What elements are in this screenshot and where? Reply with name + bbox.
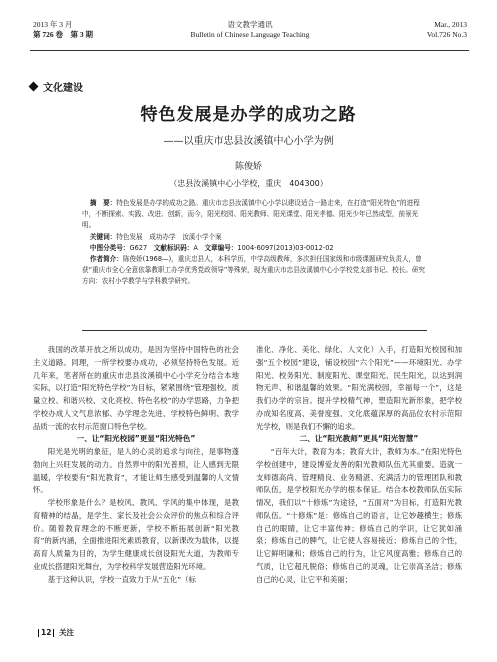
- body-column-left: [33, 344, 239, 586]
- footer-bar: [38, 629, 39, 637]
- abstract-block: [82, 198, 427, 288]
- body-paragraph: 学校形象是什么？是校风、教风、学风的集中体现，是教育精神的结晶，是学生、家长及社会公众评价的焦点和综合评价。随着教育理念的不断更新，学校不断拓展创新“阳光教育”的新内涵，全面推进阳光素质教育，以新课改为载体，以提高育人质量为目的，为学生健康成长创设阳光大道，为教师专业成长搭建阳光舞台，为学校科学发展营造阳光环境。: [33, 498, 239, 571]
- header-divider: [30, 50, 469, 51]
- page-number: 12: [41, 628, 52, 637]
- doc-code-label: 文献标识码：: [153, 243, 194, 252]
- keywords-label: 关键词：: [89, 232, 117, 241]
- author-info-label: 作者简介：: [89, 255, 123, 264]
- section-label-text: 文化建设: [43, 83, 83, 94]
- author-info-line: [82, 254, 427, 288]
- article-no-value: 1004-6097(2013)03-0012-02: [237, 243, 334, 252]
- article-affiliation: （忠县汝溪镇中心小学校，重庆 404300）: [169, 179, 328, 188]
- diamond-icon: [29, 82, 39, 92]
- article-author: 陈俊娇: [234, 162, 262, 172]
- abstract-label: 摘 要：: [89, 199, 117, 207]
- body-column-right: [256, 344, 462, 586]
- footer-bar: [53, 629, 54, 637]
- header-date-en: Mar., 2013: [434, 20, 467, 29]
- header-volume-en: Vol.726 No.3: [426, 30, 467, 39]
- header-right: [427, 20, 467, 40]
- keywords-line: [82, 232, 427, 243]
- keywords-text: 特色发展 成功办学 汝溪小学个案: [116, 232, 222, 241]
- doc-code-value: A: [193, 243, 198, 252]
- body-paragraph: 我国的改革开放之所以成功，是因为坚持中国特色的社会主义道路。同理，一所学校要办成功，必须坚持特色发展。近几年来，笔者所在的重庆市忠县汝溪镇中心小学充分结合本地实际，以打造“阳光特色学校”为目标，紧紧围绕“管理强校、质量立校、和谐兴校、文化亮校、特色名校”的办学思路，力争把学校办成人文气息浓郁、办学理念先进、学校特色鲜明、教学品质一流的农村示范窗口特色学校。: [33, 345, 239, 431]
- classification-line: [82, 243, 427, 254]
- footer-label: 关注: [59, 628, 75, 637]
- abstract-text: 特色发展是办学的成功之路。重庆市忠县汝溪镇中心小学以建设适合一路走来，在打造“阳光特色”的进程中，不断探索、实践、改进、创新，而今，阳光校园、阳光教师、阳光课堂、阳光孝德、阳光少年已然成型，前景光明。: [82, 199, 420, 230]
- article-no-label: 文章编号：: [204, 243, 238, 252]
- section-heading-2: 二、让“阳光教师”更具“阳光智慧”: [299, 434, 419, 444]
- journal-name-en: Bulletin of Chinese Language Teaching: [190, 30, 310, 39]
- article-title: 特色发展是办学的成功之路: [140, 105, 357, 125]
- classification-label: 中图分类号：: [89, 243, 130, 252]
- page-footer: [36, 627, 74, 638]
- header-left: [33, 20, 93, 40]
- section-heading-1: 一、让“阳光校园”更显“阳光特色”: [76, 434, 196, 444]
- journal-name-cn: 语文教学通讯: [227, 20, 273, 29]
- article-subtitle: ——以重庆市忠县汝溪镇中心小学为例: [163, 136, 334, 147]
- body-paragraph-continued: 准化、净化、美化、绿化、人文化）入手，打造阳光校园和加强“五个校园”建设，铺设校园“六个阳光”——环境阳光、办学阳光、校务阳光、制度阳光、课堂阳光、民生阳光，以达到润物无声、和谐温馨的效果。“阳光满校园，幸福每一个”，这是我们办学的宗旨。提升学校精气神，塑造阳光新形象，把学校办成知名度高、美誉度强、文化底蕴深厚的高品位农村示范阳光学校，则是我们不懈的追求。: [256, 345, 462, 431]
- header-volume: 第 726 卷 第 3 期: [33, 30, 93, 39]
- header-date: 2013 年 3 月: [33, 20, 73, 29]
- abstract-divider: [82, 330, 427, 331]
- body-paragraph: 阳光是光明的象征，是人的心灵的追求与向往，是事物蓬勃向上兴旺发展的动力。自然界中的阳光普照，让人感到无限温暖，学校要有“阳光教育”，才能让师生感受到温馨的人文情怀。: [33, 447, 239, 495]
- body-paragraph: 基于这种认识，学校一直致力于从“五化”（标: [47, 574, 196, 584]
- author-info-text: 陈俊娇(1968—)，重庆忠县人，本科学历，中学高级教师，多次担任国家级和市级课题研究负责人，曾获“重庆市全心全意依靠教职工办学优秀党政领导”等殊荣，现为重庆市忠县汝溪镇中心小学校党支部书记、校长。研究方向：农村小学教学与学科教学研究。: [82, 255, 426, 286]
- page-header: [0, 20, 497, 50]
- abstract-paragraph: [82, 198, 427, 232]
- classification-value: G627: [129, 243, 148, 252]
- header-center: [150, 20, 350, 40]
- section-label: [30, 79, 83, 94]
- body-paragraph: “百年大计，教育为本；教育大计，教师为本。”在阳光特色学校创建中，建设博爱友善的阳光教师队伍尤其重要。造就一支师德高尚、管理精良、业务精湛、充满活力的管理团队和教师队伍，是学校阳光办学的根本保证。结合本校教师队伍实际情况，我们以“十修炼”为途径，“五面对”为目标，打造阳光教师队伍。“十修炼”是：修炼自己的语言，让它妙趣横生；修炼自己的眼睛，让它丰富传神；修炼自己的学识，让它犹如涌泉；修炼自己的脾气，让它使人容易接近；修炼自己的个性，让它鲜明谦和；修炼自己的行为，让它风度高雅；修炼自己的气质，让它超凡脱俗；修炼自己的灵魂，让它崇高圣洁；修炼自己的心灵，让它平和美丽；: [256, 447, 462, 584]
